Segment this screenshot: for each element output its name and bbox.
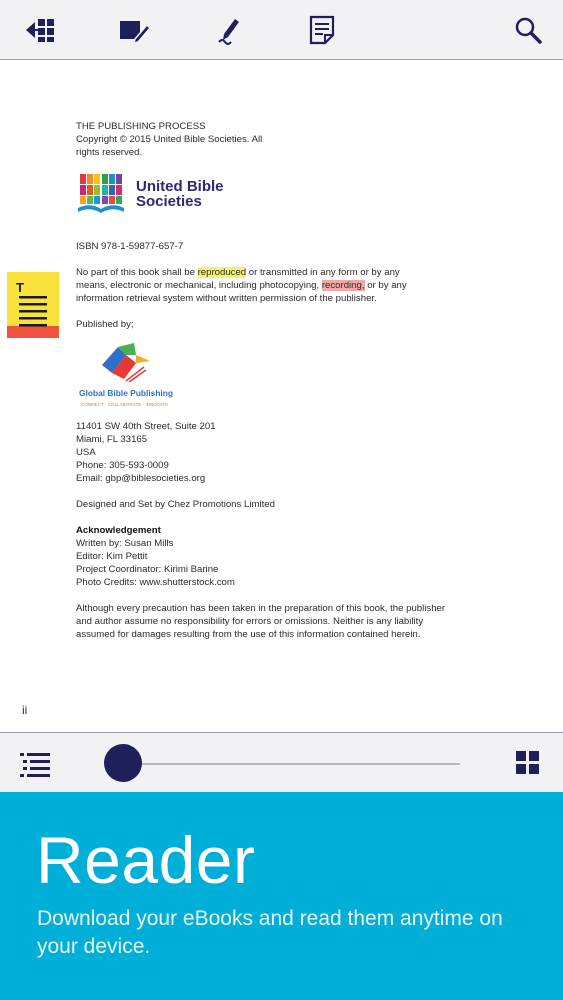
table-of-contents-button[interactable] <box>18 748 54 778</box>
highlight-recording[interactable]: recording, <box>321 280 365 291</box>
rights-line-1: No part of this book shall be reproduced or transmitted in any form or by any <box>76 267 400 278</box>
ubs-logo-text-2: Societies <box>136 193 202 210</box>
isbn: ISBN 978-1-59877-657-7 <box>76 241 184 252</box>
acknowledgement-heading: Acknowledgement <box>76 525 161 536</box>
ubs-logo <box>76 171 496 217</box>
notes-button[interactable] <box>304 12 340 48</box>
disclaimer-line-1: Although every precaution has been taken in the preparation of this book, the publisher <box>76 603 446 614</box>
ubs-logo-icon <box>76 172 126 216</box>
page-slider-knob[interactable] <box>104 744 142 782</box>
address-line-2: Miami, FL 33165 <box>76 434 148 445</box>
published-by: Published by; <box>76 319 134 330</box>
top-toolbar <box>0 0 563 60</box>
ubs-logo-text-1: United Bible <box>136 178 224 195</box>
search-icon <box>513 15 543 45</box>
table-of-contents-icon <box>18 748 54 778</box>
grid-view-icon <box>514 749 542 777</box>
gbp-logo-icon <box>96 341 156 385</box>
promo-title: Reader <box>36 823 256 897</box>
back-to-library-button[interactable] <box>22 12 58 48</box>
edit-annotation-button[interactable] <box>116 12 152 48</box>
book-title: THE PUBLISHING PROCESS <box>76 121 206 132</box>
disclaimer-line-3: assumed for damages resulting from the use of this information contained herein. <box>76 629 421 640</box>
address-line-1: 11401 SW 40th Street, Suite 201 <box>76 421 216 432</box>
gbp-logo-name: Global Bible Publishing <box>79 388 173 398</box>
page-content <box>76 120 496 641</box>
promo-subtitle: Download your eBooks and read them anytime on your device. <box>37 907 503 958</box>
email: Email: gbp@biblesocieties.org <box>76 473 206 484</box>
page-slider-track[interactable] <box>112 763 460 765</box>
copyright-line-2: rights reserved. <box>76 147 143 158</box>
svg-text:T: T <box>16 280 24 295</box>
pen-button[interactable] <box>210 12 246 48</box>
written-by: Written by: Susan Mills <box>76 538 174 549</box>
pen-icon <box>213 14 243 46</box>
notes-icon <box>307 14 337 46</box>
project-coordinator: Project Coordinator: Kirimi Barine <box>76 564 219 575</box>
copyright-line: Copyright © 2015 United Bible Societies. All <box>76 134 263 145</box>
back-to-library-icon <box>23 15 57 45</box>
search-button[interactable] <box>510 12 546 48</box>
text-note-icon <box>7 272 59 338</box>
promo-banner <box>0 792 563 1000</box>
note-marker[interactable] <box>7 272 59 338</box>
gbp-logo <box>76 341 196 405</box>
photo-credits: Photo Credits: www.shutterstock.com <box>76 577 235 588</box>
edit-annotation-icon <box>117 15 151 45</box>
rights-line-2: means, electronic or mechanical, including photocopying, recording, or by any <box>76 280 407 291</box>
highlight-reproduced[interactable]: reproduced <box>197 267 247 278</box>
bottom-toolbar <box>0 732 563 792</box>
book-page[interactable] <box>0 60 563 732</box>
disclaimer-line-2: and author assume no responsibility for errors or omissions. Neither is any liability <box>76 616 424 627</box>
designed-by: Designed and Set by Chez Promotions Limited <box>76 499 275 510</box>
rights-line-3: information retrieval system without written permission of the publisher. <box>76 293 377 304</box>
phone: Phone: 305-593-0009 <box>76 460 169 471</box>
editor: Editor: Kim Pettit <box>76 551 148 562</box>
grid-view-button[interactable] <box>514 749 542 777</box>
page-number: ii <box>22 703 28 717</box>
gbp-logo-tagline: CONNECT · COLLABORATE · INNOVATE <box>81 402 169 407</box>
address-line-3: USA <box>76 447 96 458</box>
